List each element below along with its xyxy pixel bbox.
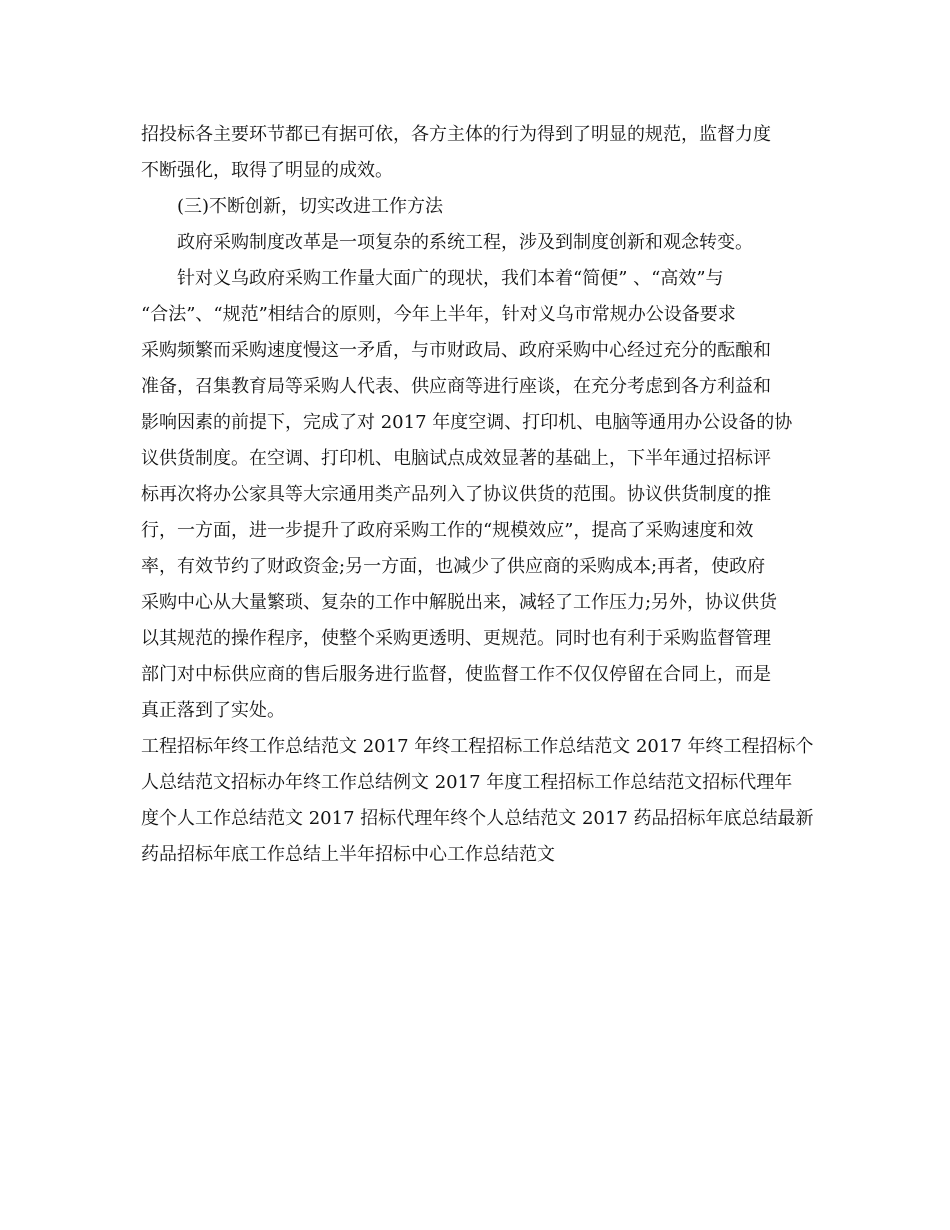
related-line-1: 工程招标年终工作总结范文 2017 年终工程招标工作总结范文 2017 年终工程招标个	[141, 736, 814, 757]
related-line-3: 度个人工作总结范文 2017 招标代理年终个人总结范文 2017 药品招标年底总结最新	[141, 808, 814, 829]
paragraph-line-9: 率，有效节约了财政资金;另一方面，也减少了供应商的采购成本;再者，使政府	[141, 556, 766, 577]
paragraph-line-11: 以其规范的操作程序，使整个采购更透明、更规范。同时也有利于采购监督管理	[141, 628, 771, 649]
body-line-1: 招投标各主要环节都已有据可依，各方主体的行为得到了明显的规范，监督力度	[141, 124, 771, 145]
document-body	[141, 117, 813, 729]
related-line-2: 人总结范文招标办年终工作总结例文 2017 年度工程招标工作总结范文招标代理年	[141, 772, 793, 793]
paragraph-line-8: 行，一方面，进一步提升了政府采购工作的“规模效应”，提高了采购速度和效	[141, 520, 754, 541]
paragraph-intro: 政府采购制度改革是一项复杂的系统工程，涉及到制度创新和观念转变。	[177, 232, 753, 253]
paragraph-line-1: 针对义乌政府采购工作量大面广的现状，我们本着“简便” 、“高效”与	[177, 268, 724, 289]
paragraph-line-10: 采购中心从大量繁琐、复杂的工作中解脱出来，减轻了工作压力;另外，协议供货	[141, 592, 778, 613]
related-line-4: 药品招标年底工作总结上半年招标中心工作总结范文	[141, 844, 555, 865]
paragraph-line-4: 准备，召集教育局等采购人代表、供应商等进行座谈，在充分考虑到各方利益和	[141, 376, 771, 397]
paragraph-line-5: 影响因素的前提下，完成了对 2017 年度空调、打印机、电脑等通用办公设备的协	[141, 412, 793, 433]
paragraph-line-7: 标再次将办公家具等大宗通用类产品列入了协议供货的范围。协议供货制度的推	[141, 484, 771, 505]
paragraph-line-12: 部门对中标供应商的售后服务进行监督，使监督工作不仅仅停留在合同上，而是	[141, 664, 771, 685]
body-line-2: 不断强化，取得了明显的成效。	[141, 160, 393, 181]
paragraph-line-2: “合法”、“规范”相结合的原则，今年上半年，针对义乌市常规办公设备要求	[141, 304, 736, 325]
related-articles	[141, 729, 821, 873]
paragraph-line-6: 议供货制度。在空调、打印机、电脑试点成效显著的基础上，下半年通过招标评	[141, 448, 771, 469]
paragraph-line-3: 采购频繁而采购速度慢这一矛盾，与市财政局、政府采购中心经过充分的酝酿和	[141, 340, 771, 361]
section-heading: (三)不断创新，切实改进工作方法	[177, 196, 444, 217]
paragraph-line-13: 真正落到了实处。	[141, 700, 285, 721]
